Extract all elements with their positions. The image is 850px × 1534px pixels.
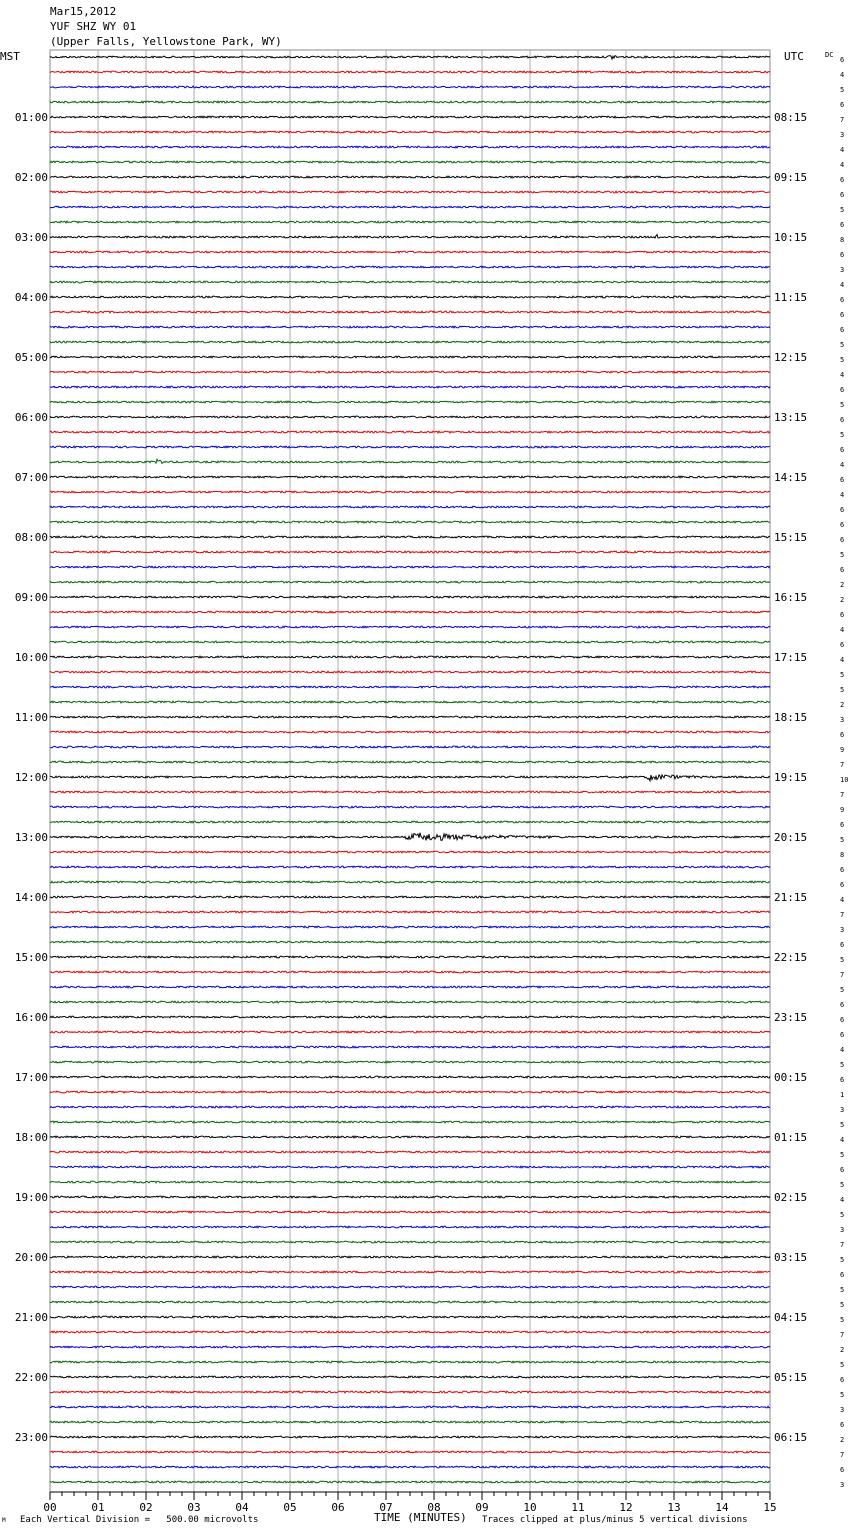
dc-offset-value: 6 — [840, 191, 845, 199]
utc-axis-label: UTC — [784, 50, 804, 63]
trace-row — [50, 101, 770, 103]
dc-offset-value: 6 — [840, 1076, 845, 1084]
trace-row — [50, 386, 770, 388]
mst-hour-label: 06:00 — [14, 411, 48, 424]
dc-offset-value: 6 — [840, 476, 845, 484]
dc-offset-value: 5 — [840, 1301, 845, 1309]
dc-offset-value: 5 — [840, 836, 845, 844]
trace-row — [50, 716, 770, 718]
trace-row — [50, 611, 770, 613]
dc-offset-value: 6 — [840, 1271, 845, 1279]
trace-row — [50, 266, 770, 268]
x-tick-label: 04 — [235, 1501, 249, 1514]
trace-row — [50, 131, 770, 133]
clip-note: Traces clipped at plus/minus 5 vertical divisions — [482, 1515, 748, 1525]
trace-row — [50, 926, 770, 928]
trace-row — [50, 1106, 770, 1108]
footer-mark: M — [2, 1517, 6, 1524]
trace-row — [50, 1361, 770, 1363]
trace-row — [50, 1451, 770, 1453]
dc-offset-value: 6 — [840, 1001, 845, 1009]
trace-row — [50, 551, 770, 553]
trace-row — [50, 1091, 770, 1093]
dc-offset-value: 5 — [840, 431, 845, 439]
mst-hour-label: 01:00 — [14, 111, 48, 124]
trace-row — [50, 1226, 770, 1228]
trace-row — [50, 1481, 770, 1483]
dc-offset-value: 4 — [840, 371, 845, 379]
dc-offset-value: 5 — [840, 206, 845, 214]
trace-row — [50, 506, 770, 508]
x-tick-label: 07 — [379, 1501, 393, 1514]
dc-offset-value: 5 — [840, 1256, 845, 1264]
trace-row — [50, 251, 770, 253]
mst-hour-label: 08:00 — [14, 531, 48, 544]
trace-row — [50, 431, 770, 433]
dc-offset-value: 5 — [840, 1181, 845, 1189]
x-tick-label: 12 — [619, 1501, 633, 1514]
trace-row — [50, 1331, 770, 1333]
trace-row — [50, 566, 770, 568]
dc-offset-value: 6 — [840, 881, 845, 889]
mst-hour-label: 09:00 — [14, 591, 48, 604]
utc-hour-label: 11:15 — [774, 291, 808, 304]
mst-hour-label: 17:00 — [14, 1071, 48, 1084]
trace-row — [50, 1376, 770, 1378]
dc-offset-value: 3 — [840, 926, 845, 934]
dc-offset-value: 6 — [840, 506, 845, 514]
trace-row — [50, 1061, 770, 1063]
utc-hour-label: 00:15 — [774, 1071, 808, 1084]
dc-offset-value: 2 — [840, 1436, 845, 1444]
trace-row — [50, 1196, 770, 1198]
x-tick-label: 03 — [187, 1501, 201, 1514]
dc-offset-value: 6 — [840, 176, 845, 184]
trace-row — [50, 206, 770, 208]
dc-offset-value: 6 — [840, 941, 845, 949]
trace-row — [50, 775, 770, 781]
trace-row — [50, 1076, 770, 1078]
utc-hour-label: 19:15 — [774, 771, 808, 784]
dc-offset-value: 5 — [840, 956, 845, 964]
seismic-traces — [50, 56, 770, 1483]
trace-row — [50, 1421, 770, 1423]
x-axis-title: TIME (MINUTES) — [374, 1511, 467, 1524]
dc-offset-value: 6 — [840, 1166, 845, 1174]
scale-note: Each Vertical Division = 500.00 microvolts — [20, 1515, 259, 1525]
dc-offset-value: 5 — [840, 1391, 845, 1399]
dc-offset-value: 4 — [840, 626, 845, 634]
dc-offset-value: 5 — [840, 86, 845, 94]
utc-hour-label: 04:15 — [774, 1311, 808, 1324]
dc-offset-value: 5 — [840, 401, 845, 409]
dc-offset-value: 4 — [840, 461, 845, 469]
x-tick-label: 00 — [43, 1501, 57, 1514]
trace-row — [50, 416, 770, 418]
dc-offset-value: 2 — [840, 1346, 845, 1354]
x-tick-label: 11 — [571, 1501, 585, 1514]
dc-offset-value: 6 — [840, 866, 845, 874]
dc-offset-value: 5 — [840, 551, 845, 559]
utc-hour-label: 23:15 — [774, 1011, 808, 1024]
dc-offset-value: 4 — [840, 1046, 845, 1054]
trace-row — [50, 941, 770, 943]
utc-hour-label: 20:15 — [774, 831, 808, 844]
utc-hour-label: 17:15 — [774, 651, 808, 664]
utc-hour-label: 18:15 — [774, 711, 808, 724]
dc-offset-value: 6 — [840, 536, 845, 544]
trace-row — [50, 1271, 770, 1273]
trace-row — [50, 1466, 770, 1468]
dc-offset-value: 4 — [840, 656, 845, 664]
dc-offset-value: 6 — [840, 386, 845, 394]
dc-offset-value: 3 — [840, 266, 845, 274]
mst-axis-label: MST — [0, 50, 20, 63]
utc-hour-label: 02:15 — [774, 1191, 808, 1204]
dc-offset-value: 9 — [840, 746, 845, 754]
trace-row — [50, 146, 770, 148]
mst-hour-label: 22:00 — [14, 1371, 48, 1384]
dc-offset-value: 7 — [840, 911, 845, 919]
dc-offset-value: 6 — [840, 611, 845, 619]
dc-offset-value: 5 — [840, 1121, 845, 1129]
dc-offset-value: 3 — [840, 131, 845, 139]
dc-offset-value: 6 — [840, 416, 845, 424]
trace-row — [50, 446, 770, 448]
trace-row — [50, 161, 770, 163]
dc-offset-value: 6 — [840, 101, 845, 109]
utc-hour-label: 08:15 — [774, 111, 808, 124]
dc-offset-value: 6 — [840, 521, 845, 529]
dc-offset-value: 4 — [840, 146, 845, 154]
dc-offset-value: 6 — [840, 1031, 845, 1039]
dc-offset-value: 5 — [840, 986, 845, 994]
dc-offset-value: 7 — [840, 1241, 845, 1249]
trace-row — [50, 833, 770, 841]
trace-row — [50, 1316, 770, 1318]
trace-row — [50, 491, 770, 493]
trace-row — [50, 1046, 770, 1048]
dc-offset-value: 6 — [840, 296, 845, 304]
dc-offset-value: 5 — [840, 1316, 845, 1324]
trace-row — [50, 459, 770, 463]
x-tick-label: 02 — [139, 1501, 153, 1514]
dc-offset-value: 7 — [840, 761, 845, 769]
mst-hour-label: 04:00 — [14, 291, 48, 304]
trace-row — [50, 1031, 770, 1033]
utc-hour-label: 06:15 — [774, 1431, 808, 1444]
time-labels — [15, 56, 849, 1514]
dc-offset-value: 5 — [840, 686, 845, 694]
utc-hour-label: 14:15 — [774, 471, 808, 484]
dc-offset-value: 6 — [840, 821, 845, 829]
x-tick-label: 08 — [427, 1501, 441, 1514]
trace-row — [50, 641, 770, 643]
mst-hour-label: 03:00 — [14, 231, 48, 244]
trace-row — [50, 1181, 770, 1183]
utc-hour-label: 09:15 — [774, 171, 808, 184]
dc-offset-value: 5 — [840, 1211, 845, 1219]
dc-offset-label: DC — [825, 51, 834, 59]
trace-row — [50, 671, 770, 673]
dc-offset-value: 5 — [840, 1286, 845, 1294]
mst-hour-label: 07:00 — [14, 471, 48, 484]
trace-row — [50, 1406, 770, 1408]
mst-hour-label: 16:00 — [14, 1011, 48, 1024]
utc-hour-label: 05:15 — [774, 1371, 808, 1384]
utc-hour-label: 16:15 — [774, 591, 808, 604]
mst-hour-label: 05:00 — [14, 351, 48, 364]
trace-row — [50, 296, 770, 298]
dc-offset-value: 1 — [840, 1091, 845, 1099]
trace-row — [50, 536, 770, 538]
dc-offset-value: 3 — [840, 716, 845, 724]
trace-row — [50, 971, 770, 973]
trace-row — [50, 761, 770, 763]
dc-offset-value: 5 — [840, 356, 845, 364]
trace-row — [50, 326, 770, 328]
trace-row — [50, 1121, 770, 1123]
trace-row — [50, 956, 770, 958]
trace-row — [50, 1286, 770, 1288]
mst-hour-label: 02:00 — [14, 171, 48, 184]
mst-hour-label: 10:00 — [14, 651, 48, 664]
dc-offset-value: 3 — [840, 1406, 845, 1414]
trace-row — [50, 1211, 770, 1213]
trace-row — [50, 851, 770, 853]
dc-offset-value: 2 — [840, 701, 845, 709]
mst-hour-label: 19:00 — [14, 1191, 48, 1204]
dc-offset-value: 3 — [840, 1481, 845, 1489]
x-tick-label: 05 — [283, 1501, 297, 1514]
utc-hour-label: 22:15 — [774, 951, 808, 964]
dc-offset-value: 10 — [840, 776, 849, 784]
trace-row — [50, 1391, 770, 1393]
trace-row — [50, 626, 770, 628]
dc-offset-value: 7 — [840, 116, 845, 124]
trace-row — [50, 701, 770, 703]
trace-row — [50, 806, 770, 808]
trace-row — [50, 401, 770, 403]
utc-hour-label: 10:15 — [774, 231, 808, 244]
mst-hour-label: 18:00 — [14, 1131, 48, 1144]
trace-row — [50, 1016, 770, 1018]
trace-row — [50, 371, 770, 373]
dc-offset-value: 6 — [840, 56, 845, 64]
x-tick-label: 09 — [475, 1501, 489, 1514]
dc-offset-value: 5 — [840, 1061, 845, 1069]
dc-offset-value: 6 — [840, 311, 845, 319]
trace-row — [50, 1241, 770, 1243]
dc-offset-value: 4 — [840, 281, 845, 289]
x-tick-label: 10 — [523, 1501, 537, 1514]
dc-offset-value: 4 — [840, 1196, 845, 1204]
utc-hour-label: 03:15 — [774, 1251, 808, 1264]
trace-row — [50, 746, 770, 748]
dc-offset-value: 4 — [840, 161, 845, 169]
dc-offset-value: 7 — [840, 1331, 845, 1339]
dc-offset-value: 9 — [840, 806, 845, 814]
trace-row — [50, 71, 770, 73]
dc-offset-value: 6 — [840, 641, 845, 649]
dc-offset-value: 5 — [840, 341, 845, 349]
dc-offset-value: 6 — [840, 446, 845, 454]
trace-row — [50, 791, 770, 793]
mst-hour-label: 20:00 — [14, 1251, 48, 1264]
dc-offset-value: 8 — [840, 851, 845, 859]
trace-row — [50, 56, 770, 59]
trace-row — [50, 866, 770, 868]
mst-hour-label: 12:00 — [14, 771, 48, 784]
trace-row — [50, 911, 770, 913]
dc-offset-value: 6 — [840, 1376, 845, 1384]
dc-offset-value: 6 — [840, 251, 845, 259]
trace-row — [50, 476, 770, 478]
trace-row — [50, 1346, 770, 1348]
x-tick-label: 06 — [331, 1501, 345, 1514]
dc-offset-value: 2 — [840, 581, 845, 589]
utc-hour-label: 15:15 — [774, 531, 808, 544]
trace-row — [50, 821, 770, 823]
trace-row — [50, 86, 770, 88]
trace-row — [50, 191, 770, 193]
plot-date: Mar15,2012 — [50, 5, 117, 18]
mst-hour-label: 21:00 — [14, 1311, 48, 1324]
dc-offset-value: 6 — [840, 326, 845, 334]
trace-row — [50, 1136, 770, 1138]
plot-frame — [50, 50, 770, 1492]
x-tick-label: 13 — [667, 1501, 681, 1514]
trace-row — [50, 596, 770, 598]
trace-row — [50, 521, 770, 523]
utc-hour-label: 21:15 — [774, 891, 808, 904]
trace-row — [50, 116, 770, 118]
trace-row — [50, 176, 770, 178]
trace-row — [50, 235, 770, 238]
trace-row — [50, 1001, 770, 1003]
dc-offset-value: 7 — [840, 1451, 845, 1459]
dc-offset-value: 7 — [840, 971, 845, 979]
mst-hour-label: 14:00 — [14, 891, 48, 904]
trace-row — [50, 986, 770, 988]
dc-offset-value: 4 — [840, 71, 845, 79]
trace-row — [50, 221, 770, 223]
trace-row — [50, 341, 770, 343]
dc-offset-value: 5 — [840, 1151, 845, 1159]
dc-offset-value: 6 — [840, 566, 845, 574]
trace-row — [50, 1256, 770, 1258]
trace-row — [50, 881, 770, 883]
dc-offset-value: 8 — [840, 236, 845, 244]
trace-row — [50, 1436, 770, 1438]
dc-offset-value: 6 — [840, 1466, 845, 1474]
dc-offset-value: 4 — [840, 896, 845, 904]
trace-row — [50, 281, 770, 283]
utc-hour-label: 01:15 — [774, 1131, 808, 1144]
dc-offset-value: 4 — [840, 1136, 845, 1144]
x-tick-label: 01 — [91, 1501, 105, 1514]
utc-hour-label: 13:15 — [774, 411, 808, 424]
trace-row — [50, 311, 770, 313]
dc-offset-value: 6 — [840, 731, 845, 739]
trace-row — [50, 356, 770, 358]
trace-row — [50, 1166, 770, 1168]
trace-row — [50, 731, 770, 733]
dc-offset-value: 3 — [840, 1106, 845, 1114]
dc-offset-value: 6 — [840, 1421, 845, 1429]
dc-offset-value: 7 — [840, 791, 845, 799]
x-tick-label: 14 — [715, 1501, 729, 1514]
station-code: YUF SHZ WY 01 — [50, 20, 137, 33]
dc-offset-value: 6 — [840, 221, 845, 229]
utc-hour-label: 12:15 — [774, 351, 808, 364]
mst-hour-label: 11:00 — [14, 711, 48, 724]
dc-offset-value: 5 — [840, 1361, 845, 1369]
minute-grid — [50, 50, 770, 1492]
trace-row — [50, 1151, 770, 1153]
dc-offset-value: 2 — [840, 596, 845, 604]
x-tick-label: 15 — [763, 1501, 777, 1514]
mst-hour-label: 13:00 — [14, 831, 48, 844]
trace-row — [50, 581, 770, 583]
trace-row — [50, 1301, 770, 1303]
trace-row — [50, 686, 770, 688]
dc-offset-value: 3 — [840, 1226, 845, 1234]
dc-offset-value: 5 — [840, 671, 845, 679]
trace-row — [50, 656, 770, 658]
mst-hour-label: 23:00 — [14, 1431, 48, 1444]
mst-hour-label: 15:00 — [14, 951, 48, 964]
station-location: (Upper Falls, Yellowstone Park, WY) — [50, 35, 282, 48]
dc-offset-value: 6 — [840, 1016, 845, 1024]
dc-offset-value: 4 — [840, 491, 845, 499]
trace-row — [50, 896, 770, 898]
